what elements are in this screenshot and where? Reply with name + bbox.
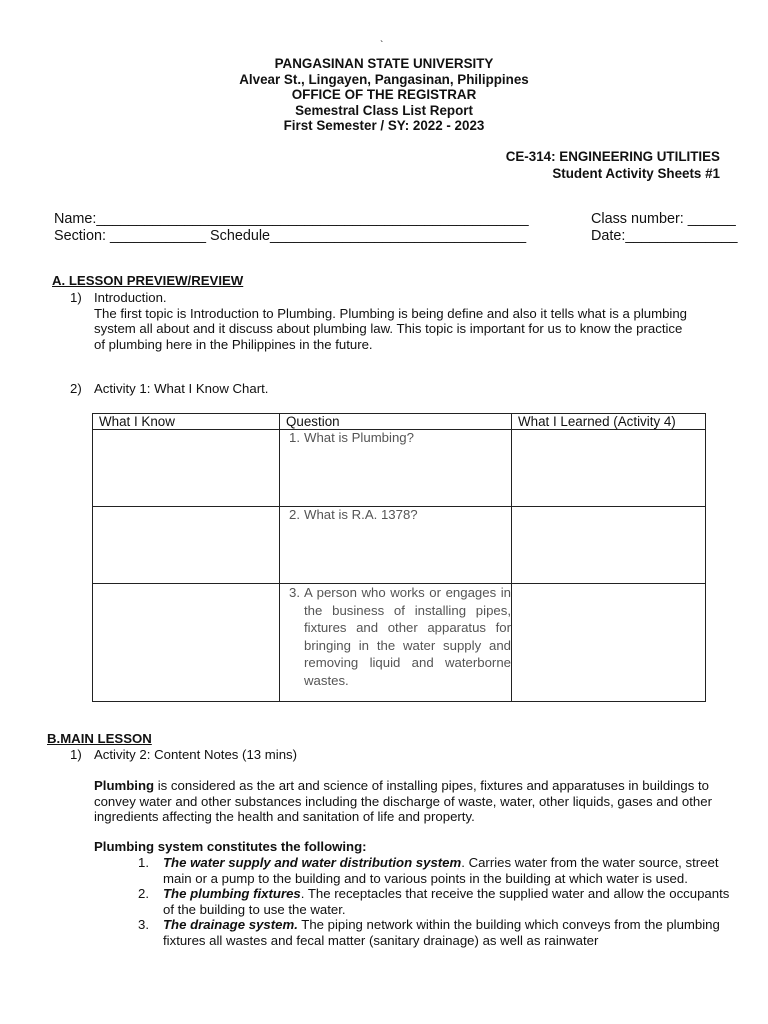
what-i-know-chart xyxy=(92,413,706,702)
intro-line: of plumbing here in the Philippines in the future. xyxy=(94,336,373,352)
list-item xyxy=(138,917,738,948)
report-title: Semestral Class List Report xyxy=(295,102,473,118)
item-term: The water supply and water distribution system xyxy=(163,855,462,870)
course-code: CE-314: ENGINEERING UTILITIES xyxy=(505,149,720,164)
item-number: 2. xyxy=(138,886,149,901)
item-description: . Carries water from the water source, street main or a pump to the building and to various points in the building at which water is used. xyxy=(163,855,719,886)
activity-2-title: Activity 2: Content Notes (13 mins) xyxy=(94,747,298,762)
what-i-know-cell[interactable] xyxy=(93,507,280,584)
intro-line: system all about and it discuss about plumbing law. This topic is important for us to know the practice xyxy=(94,321,683,336)
intro-line: The first topic is Introduction to Plumbing. Plumbing is being define and also it tells what is a plumbing xyxy=(94,305,688,321)
plumbing-system-list xyxy=(138,855,738,948)
constitutes-heading: Plumbing system constitutes the following: xyxy=(94,839,367,854)
chart-header: What I Know xyxy=(93,414,280,430)
section-schedule-field[interactable]: Section: ____________ Schedule________________________________ xyxy=(54,228,527,244)
item-term: The plumbing fixtures xyxy=(163,886,301,901)
plumbing-definition xyxy=(94,778,714,825)
list-item xyxy=(138,886,738,917)
question-number: 1. xyxy=(289,430,300,445)
question-cell xyxy=(280,507,512,584)
class-number-field[interactable]: Class number: ______ xyxy=(591,211,736,227)
name-field[interactable]: Name:______________________________________________________ xyxy=(54,211,529,227)
what-i-learned-cell[interactable] xyxy=(512,584,706,702)
question-text: A person who works or engages in the business of installing pipes, fixtures and other apparatus for bringing in the water supply and removing liquid and waterborne wastes. xyxy=(304,585,511,688)
what-i-know-cell[interactable] xyxy=(93,584,280,702)
university-address: Alvear St., Lingayen, Pangasinan, Philippines xyxy=(239,71,529,87)
item-number: 1. xyxy=(138,855,149,870)
what-i-learned-cell[interactable] xyxy=(512,430,706,507)
question-cell xyxy=(280,584,512,702)
activity-1-item xyxy=(70,381,268,397)
item-term: The drainage system. xyxy=(163,917,298,932)
activity-2-item xyxy=(70,747,297,763)
section-b-title: B.MAIN LESSON xyxy=(47,731,152,746)
semester-label: First Semester / SY: 2022 - 2023 xyxy=(283,118,485,134)
activity-1-title: Activity 1: What I Know Chart. xyxy=(94,381,269,396)
list-item xyxy=(138,855,738,886)
question-text: What is Plumbing? xyxy=(304,430,414,445)
course-block xyxy=(506,149,720,182)
sheet-title: Student Activity Sheets #1 xyxy=(552,165,720,181)
question-number: 3. xyxy=(289,585,300,600)
question-number: 2. xyxy=(289,507,300,522)
item-number: 3. xyxy=(138,917,149,932)
introduction-title: Introduction. xyxy=(94,290,167,305)
list-number: 1) xyxy=(70,290,82,305)
plumbing-term: Plumbing xyxy=(94,778,155,793)
item-description: . The receptacles that receive the supplied water and allow the occupants of the building to use the water. xyxy=(163,886,730,917)
what-i-learned-cell[interactable] xyxy=(512,507,706,584)
date-field[interactable]: Date:______________ xyxy=(591,228,738,244)
introduction-item xyxy=(70,290,730,352)
plumbing-definition-text: is considered as the art and science of installing pipes, fixtures and apparatuses in buildings to convey water and other substances including the discharge of waste, water, other liquids, gases and other ingredients affecting the health and sanitation of life and property. xyxy=(94,778,712,824)
chart-header: Question xyxy=(280,414,512,430)
list-number: 1) xyxy=(70,747,82,762)
question-cell xyxy=(280,430,512,507)
document-header xyxy=(0,56,768,134)
office-name: OFFICE OF THE REGISTRAR xyxy=(291,87,477,103)
what-i-know-cell[interactable] xyxy=(93,430,280,507)
chart-header: What I Learned (Activity 4) xyxy=(512,414,706,430)
list-number: 2) xyxy=(70,381,82,396)
university-name: PANGASINAN STATE UNIVERSITY xyxy=(274,56,494,71)
section-a-title: A. LESSON PREVIEW/REVIEW xyxy=(52,273,244,288)
tick-mark: ` xyxy=(380,40,384,51)
item-description: The piping network within the building which conveys from the plumbing fixtures all wastes and fecal matter (sanitary drainage) as well as rainwater xyxy=(163,917,720,948)
student-fields xyxy=(54,211,754,245)
question-text: What is R.A. 1378? xyxy=(304,507,418,522)
